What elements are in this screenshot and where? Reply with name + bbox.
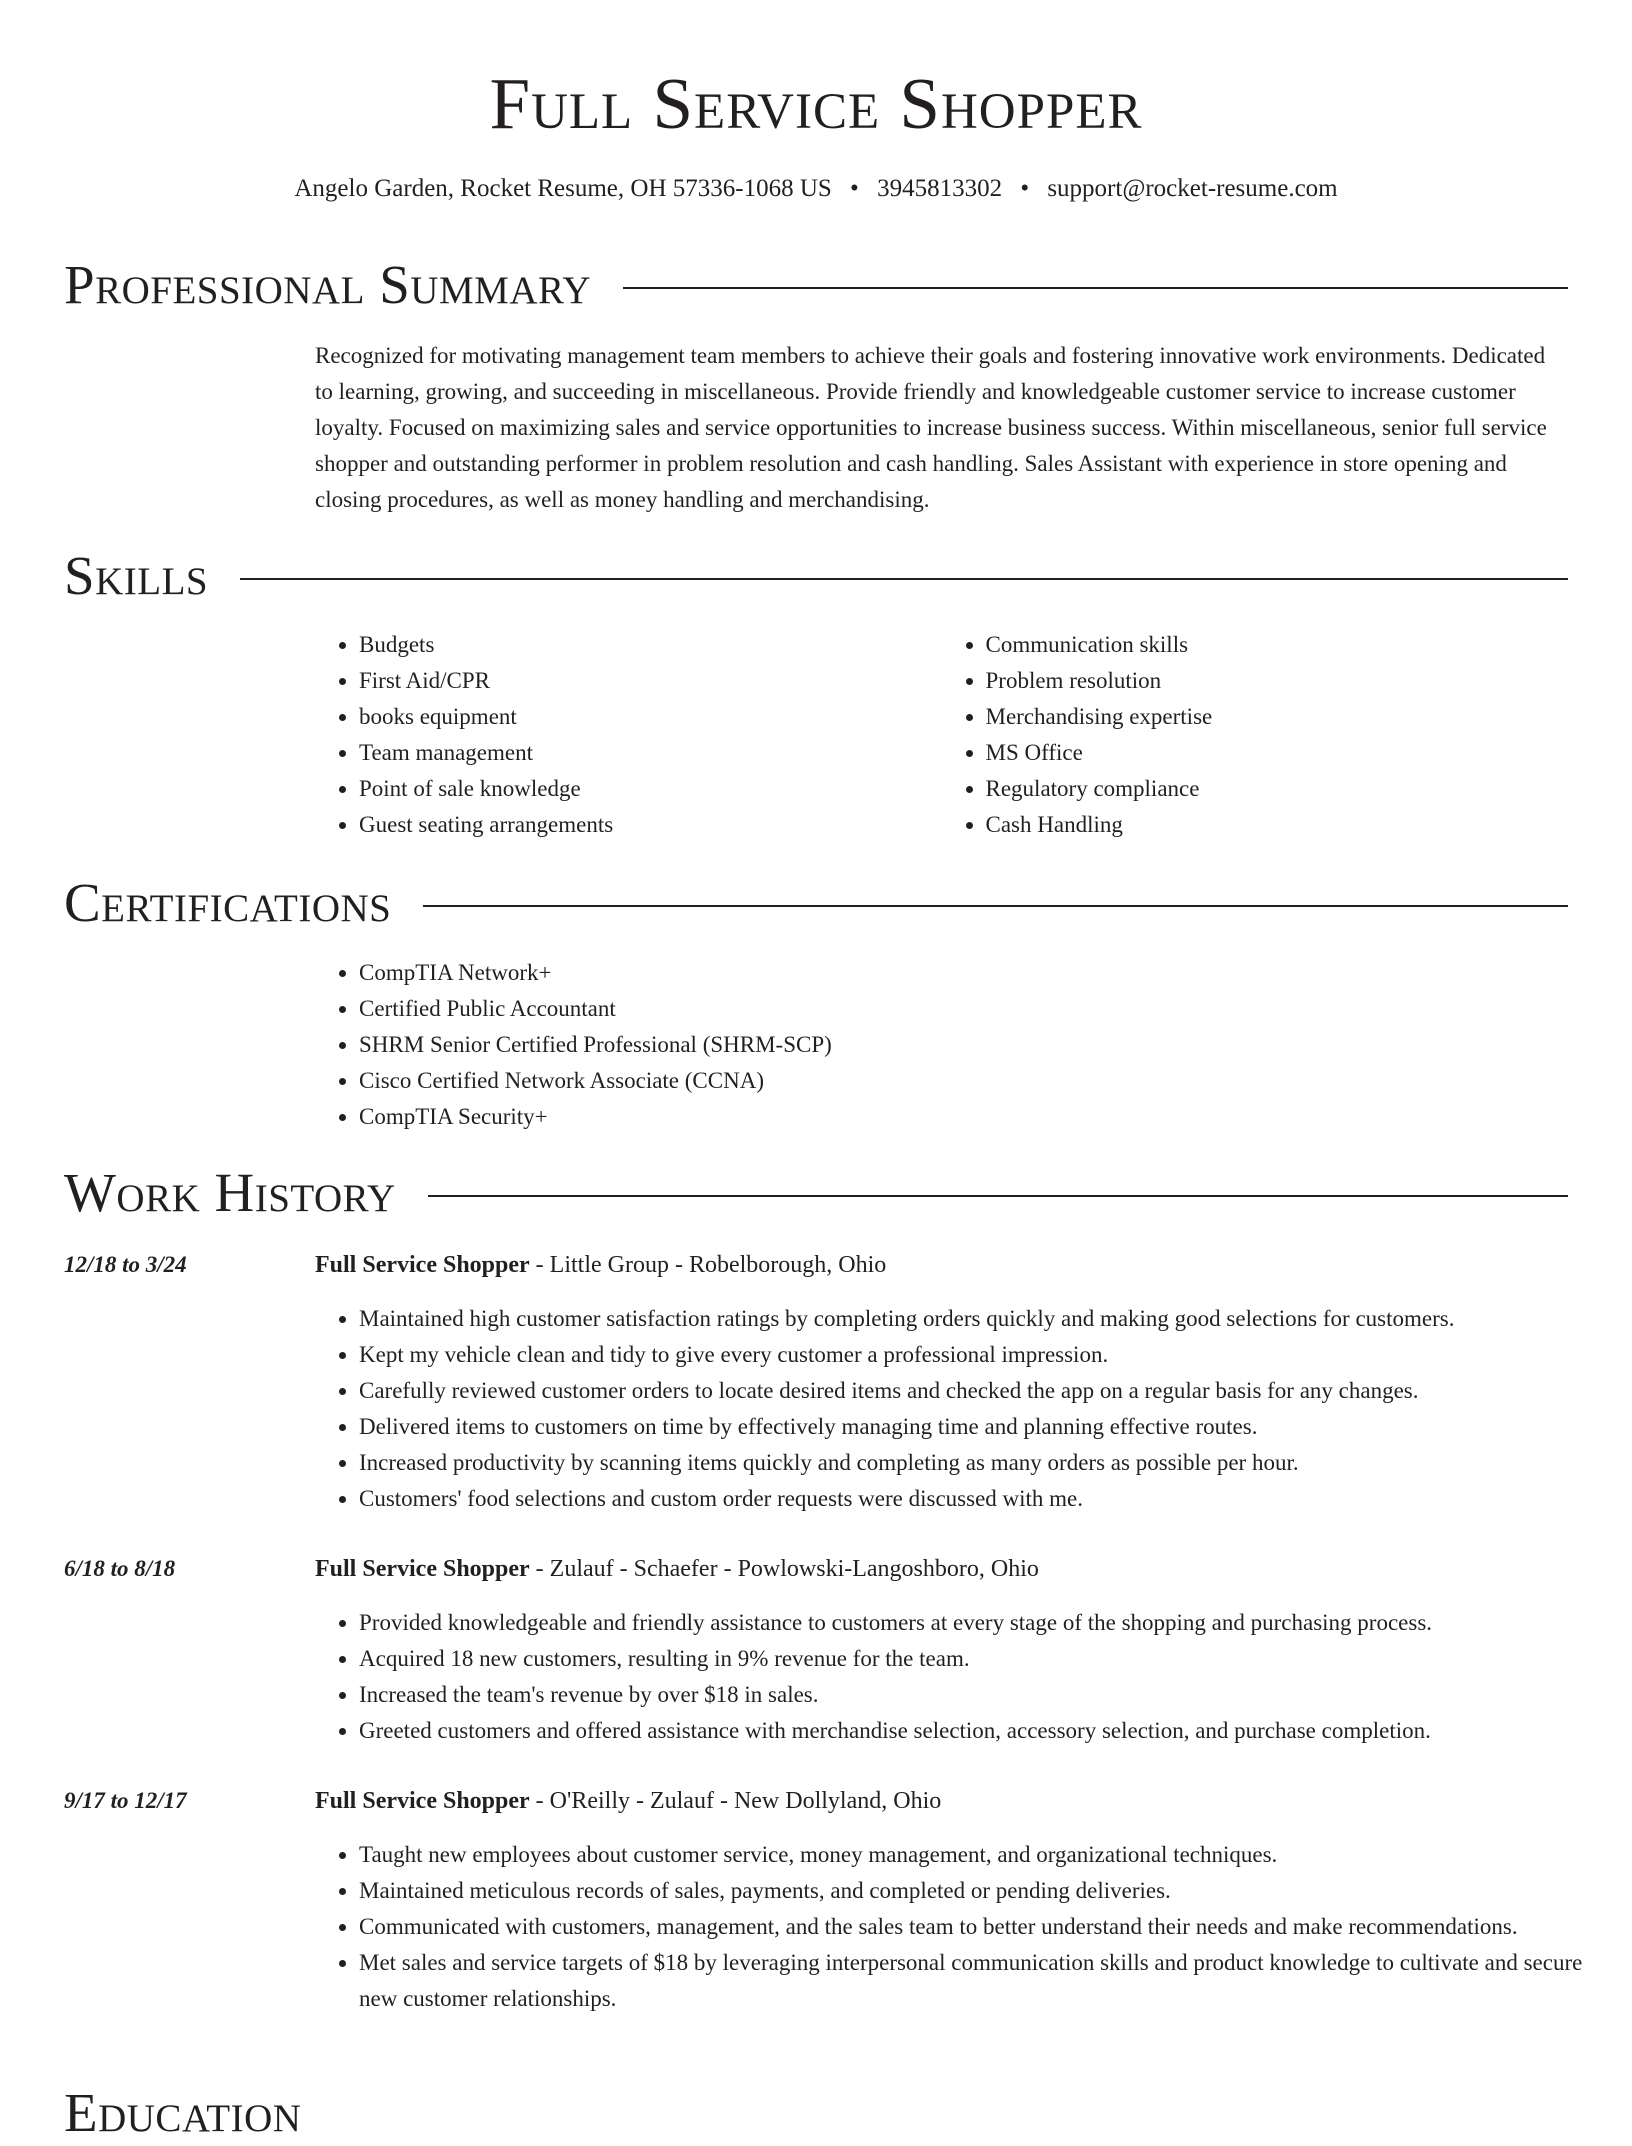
job-title-line <box>315 1551 1039 1587</box>
certification-item: • CompTIA Security+ <box>359 1099 1568 1135</box>
job-bullet: • Communicated with customers, management, and the sales team to better understand their needs and make recommendations. <box>359 1909 1612 1945</box>
contact-separator: • <box>850 175 859 202</box>
certification-item: • Cisco Certified Network Associate (CCNA) <box>359 1063 1568 1099</box>
summary-section <box>315 338 1568 518</box>
skill-item: • MS Office <box>986 735 1569 771</box>
job-title: Full Service Shopper <box>315 1788 530 1814</box>
skill-item: • Merchandising expertise <box>986 699 1569 735</box>
job-bullet: • Greeted customers and offered assistance with merchandise selection, accessory selection, and purchase completion. <box>359 1713 1612 1749</box>
job-bullet: • Increased productivity by scanning items quickly and completing as many orders as possible per hour. <box>359 1445 1612 1481</box>
education-heading: Education <box>64 2082 302 2143</box>
job-bullets <box>315 1605 1612 1749</box>
skills-list-right <box>942 627 1569 843</box>
certification-item: • Certified Public Accountant <box>359 991 1568 1027</box>
job-bullet: • Maintained high customer satisfaction ratings by completing orders quickly and making good selections for customers. <box>359 1301 1612 1337</box>
section-divider <box>428 1195 1568 1197</box>
resume-page <box>64 0 1583 2143</box>
skills-section <box>315 627 1568 843</box>
skills-list-left <box>315 627 942 843</box>
skill-item: • Point of sale knowledge <box>359 771 942 807</box>
job-bullet: • Met sales and service targets of $18 by leveraging interpersonal communication skills and product knowledge to cultivate and secure new customer relationships. <box>359 1945 1612 2017</box>
job-title-line <box>315 1783 941 1819</box>
job-bullet: • Increased the team's revenue by over $18 in sales. <box>359 1677 1612 1713</box>
skill-item: • Cash Handling <box>986 807 1569 843</box>
contact-line <box>64 173 1568 205</box>
job-bullet: • Acquired 18 new customers, resulting in 9% revenue for the team. <box>359 1641 1612 1677</box>
skill-item: • Team management <box>359 735 942 771</box>
contact-separator: • <box>1020 175 1030 202</box>
education-section-header <box>64 2080 1568 2146</box>
job-title: Full Service Shopper <box>315 1556 530 1582</box>
section-divider <box>423 905 1568 907</box>
job-bullet: • Customers' food selections and custom order requests were discussed with me. <box>359 1481 1612 1517</box>
job-bullet: • Carefully reviewed customer orders to locate desired items and checked the app on a regular basis for any changes. <box>359 1373 1612 1409</box>
summary-text: Recognized for motivating management team members to achieve their goals and fostering innovative work environments. Dedicated to learning, growing, and succeeding in miscellaneous. Provide friendly and knowledgeable customer service to increase customer loyalty. Focused on maximizing sales and service opportunities to increase business success. Within miscellaneous, senior full service shopper and outstanding performer in problem resolution and cash handling. Sales Assistant with experience in store opening and closing procedures, as well as money handling and merchandising. <box>315 343 1547 512</box>
job-dates: 12/18 to 3/24 <box>64 1252 187 1277</box>
skill-item: • Problem resolution <box>986 663 1569 699</box>
certification-item: • CompTIA Network+ <box>359 955 1568 991</box>
certification-item: • SHRM Senior Certified Professional (SHRM-SCP) <box>359 1027 1568 1063</box>
job-dates: 6/18 to 8/18 <box>64 1556 176 1581</box>
job-employer-location: - O'Reilly - Zulauf - New Dollyland, Ohio <box>529 1788 942 1814</box>
skill-item: • Guest seating arrangements <box>359 807 942 843</box>
certifications-list <box>315 955 1568 1135</box>
job-employer-location: - Zulauf - Schaefer - Powlowski-Langoshboro, Ohio <box>529 1556 1039 1582</box>
certifications-section <box>315 955 1568 1135</box>
summary-section-header <box>64 252 1568 318</box>
skill-item: • First Aid/CPR <box>359 663 942 699</box>
skills-heading: Skills <box>64 545 209 606</box>
resume-title: Full Service Shopper <box>489 63 1143 144</box>
certifications-section-header <box>64 870 1568 936</box>
job-bullets <box>315 1837 1612 2017</box>
job-bullet: • Taught new employees about customer service, money management, and organizational techniques. <box>359 1837 1612 1873</box>
skills-section-header <box>64 543 1568 609</box>
job-bullet: • Kept my vehicle clean and tidy to give every customer a professional impression. <box>359 1337 1612 1373</box>
skill-item: • Regulatory compliance <box>986 771 1569 807</box>
job-title: Full Service Shopper <box>315 1252 530 1278</box>
work-history-section-header <box>64 1160 1568 1226</box>
skill-item: • Budgets <box>359 627 942 663</box>
skill-item: • Communication skills <box>986 627 1569 663</box>
summary-heading: Professional Summary <box>64 254 592 315</box>
certifications-heading: Certifications <box>64 872 392 933</box>
job-bullets <box>315 1301 1612 1517</box>
skill-item: • books equipment <box>359 699 942 735</box>
job-dates: 9/17 to 12/17 <box>64 1788 187 1813</box>
job-bullet: • Provided knowledgeable and friendly assistance to customers at every stage of the shopping and purchasing process. <box>359 1605 1612 1641</box>
work-history-heading: Work History <box>64 1162 396 1223</box>
job-bullet: • Delivered items to customers on time by effectively managing time and planning effective routes. <box>359 1409 1612 1445</box>
job-title-line <box>315 1247 886 1283</box>
job-employer-location: - Little Group - Robelborough, Ohio <box>529 1252 887 1278</box>
contact-email: support@rocket-resume.com <box>1047 175 1338 202</box>
contact-address: Angelo Garden, Rocket Resume, OH 57336-1068 US <box>294 175 832 202</box>
section-divider <box>240 578 1568 580</box>
contact-phone: 3945813302 <box>877 175 1003 202</box>
section-divider <box>623 287 1568 289</box>
job-bullet: • Maintained meticulous records of sales, payments, and completed or pending deliveries. <box>359 1873 1612 1909</box>
